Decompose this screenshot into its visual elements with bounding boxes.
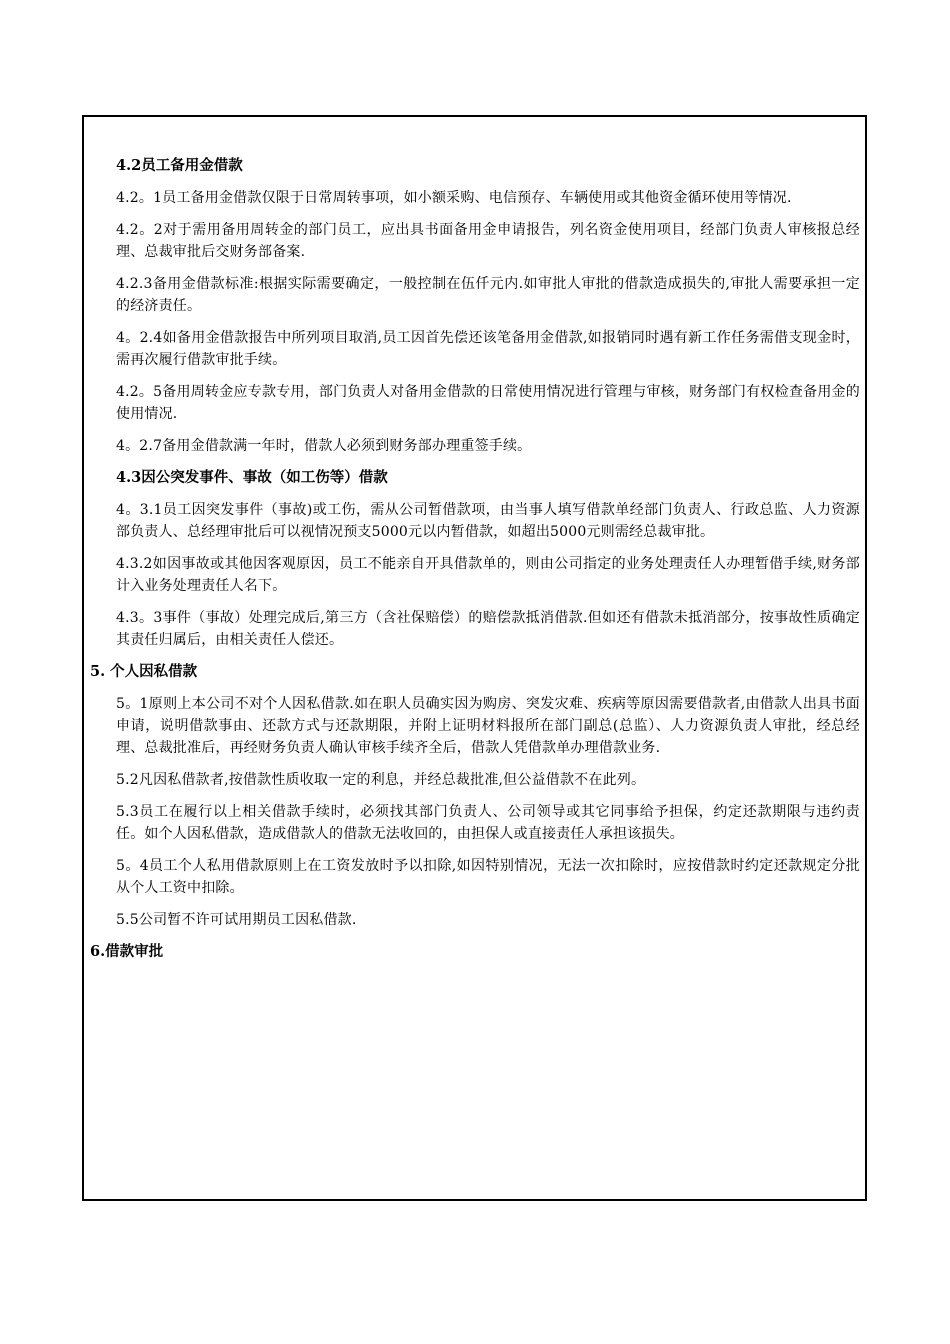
section-heading-4-3: 4.3因公突发事件、事故（如工伤等）借款 xyxy=(116,469,388,486)
paragraph-4-3-1: 4。3.1员工因突发事件（事故)或工伤，需从公司暂借款项，由当事人填写借款单经部门负责人、行政总监、人力资源部负责人、总经理审批后可以视情况预支5000元以内暂借款，如超出5000元则需经总裁审批。 xyxy=(116,502,860,540)
paragraph-5-2: 5.2凡因私借款者,按借款性质收取一定的利息，并经总裁批准,但公益借款不在此列。 xyxy=(116,772,646,788)
paragraph-5-4: 5。4员工个人私用借款原则上在工资发放时予以扣除,如因特别情况，无法一次扣除时，应按借款时约定还款规定分批从个人工资中扣除。 xyxy=(116,858,860,896)
paragraph-4-2-5: 4.2。5备用周转金应专款专用，部门负责人对备用金借款的日常使用情况进行管理与审核，财务部门有权检查备用金的使用情况. xyxy=(116,384,860,422)
paragraph-4-2-7: 4。2.7备用金借款满一年时，借款人必须到财务部办理重签手续。 xyxy=(116,438,532,454)
paragraph-4-3-2: 4.3.2如因事故或其他因客观原因，员工不能亲自开具借款单的，则由公司指定的业务处理责任人办理暂借手续,财务部计入业务处理责任人名下。 xyxy=(116,556,860,594)
section-heading-4-2: 4.2员工备用金借款 xyxy=(116,157,243,174)
paragraph-4-3-3: 4.3。3事件（事故）处理完成后,第三方（含社保赔偿）的赔偿款抵消借款.但如还有借款未抵消部分，按事故性质确定其责任归属后，由相关责任人偿还。 xyxy=(116,610,860,648)
paragraph-4-2-4: 4。2.4如备用金借款报告中所列项目取消,员工因首先偿还该笔备用金借款,如报销同时遇有新工作任务需借支现金时，需再次履行借款审批手续。 xyxy=(116,330,860,368)
paragraph-5-5: 5.5公司暂不许可试用期员工因私借款. xyxy=(116,912,357,928)
section-heading-5: 5. 个人因私借款 xyxy=(90,663,198,680)
paragraph-5-3: 5.3员工在履行以上相关借款手续时，必须找其部门负责人、公司领导或其它同事给予担保，约定还款期限与违约责任。如个人因私借款，造成借款人的借款无法收回的，由担保人或直接责任人承担该损失。 xyxy=(116,804,860,842)
paragraph-5-1: 5。1原则上本公司不对个人因私借款.如在职人员确实因为购房、突发灾难、疾病等原因需要借款者,由借款人出具书面申请，说明借款事由、还款方式与还款期限，并附上证明材料报所在部门副总(总监）、人力资源负责人审批，经总经理、总裁批准后，再经财务负责人确认审核手续齐全后，借款人凭借款单办理借款业务. xyxy=(116,696,860,756)
paragraph-4-2-3: 4.2.3备用金借款标准:根据实际需要确定，一般控制在伍仟元内.如审批人审批的借款造成损失的,审批人需要承担一定的经济责任。 xyxy=(116,276,860,314)
paragraph-4-2-2: 4.2。2对于需用备用周转金的部门员工，应出具书面备用金申请报告，列名资金使用项目，经部门负责人审核报总经理、总裁审批后交财务部备案. xyxy=(116,222,860,260)
paragraph-4-2-1: 4.2。1员工备用金借款仅限于日常周转事项，如小额采购、电信预存、车辆使用或其他资金循环使用等情况. xyxy=(116,190,792,206)
section-heading-6: 6.借款审批 xyxy=(90,943,164,960)
document-body xyxy=(90,155,860,973)
